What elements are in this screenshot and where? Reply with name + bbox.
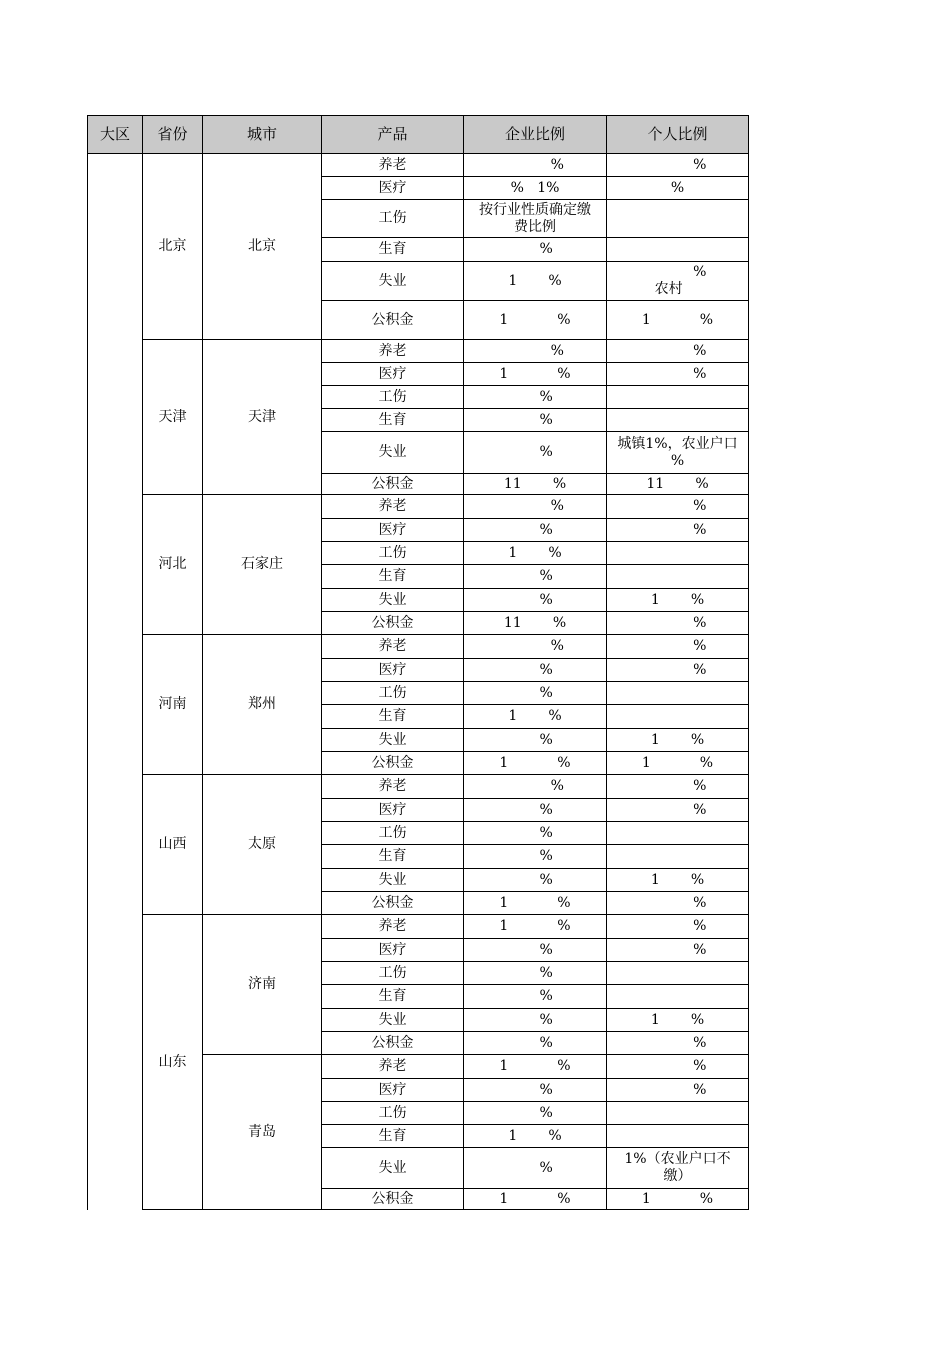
company-ratio-cell-text: %	[517, 731, 553, 748]
company-ratio-cell-text: 11 %	[503, 614, 567, 631]
personal-ratio-cell	[607, 238, 749, 262]
personal-ratio-cell	[607, 752, 749, 775]
company-ratio-cell	[464, 495, 607, 519]
product-cell-text: 公积金	[371, 1190, 414, 1207]
company-ratio-cell	[464, 200, 607, 238]
personal-ratio-cell-text: %	[648, 1058, 707, 1074]
company-ratio-cell-text: %	[517, 661, 553, 678]
product-cell-text: 失业	[378, 1159, 407, 1176]
product-cell	[322, 775, 464, 799]
product-cell-text: 养老	[378, 778, 407, 794]
city-cell: 北京	[203, 154, 322, 340]
product-cell-text: 生育	[378, 241, 407, 257]
personal-ratio-cell	[607, 1189, 749, 1210]
product-cell-text: 养老	[378, 918, 407, 934]
company-ratio-cell	[464, 565, 607, 589]
insurance-rate-table	[87, 115, 749, 1210]
product-cell	[322, 962, 464, 985]
city-cell: 石家庄	[203, 495, 322, 635]
table-row	[88, 635, 749, 659]
company-ratio-cell	[464, 1148, 607, 1189]
product-cell	[322, 238, 464, 262]
personal-ratio-cell	[607, 729, 749, 752]
personal-ratio-cell	[607, 432, 749, 474]
personal-ratio-cell-text: %	[648, 521, 707, 538]
product-cell	[322, 985, 464, 1009]
product-cell	[322, 432, 464, 474]
product-cell	[322, 915, 464, 939]
company-ratio-cell	[464, 752, 607, 775]
personal-ratio-cell	[607, 519, 749, 542]
company-ratio-cell-text: 1 %	[508, 544, 562, 561]
personal-ratio-cell	[607, 542, 749, 565]
personal-ratio-cell-text: %	[648, 778, 707, 794]
company-ratio-cell-text: 1 %	[499, 918, 571, 934]
header-row	[88, 116, 749, 154]
personal-ratio-cell-text: %	[648, 941, 707, 958]
product-cell	[322, 200, 464, 238]
personal-ratio-cell	[607, 682, 749, 705]
table-row	[88, 495, 749, 519]
personal-ratio-cell	[607, 1055, 749, 1079]
header-region: 大区	[88, 116, 143, 154]
personal-ratio-cell-text: 1 %	[650, 731, 705, 748]
city-cell: 太原	[203, 775, 322, 915]
company-ratio-cell	[464, 432, 607, 474]
product-cell	[322, 363, 464, 386]
company-ratio-cell	[464, 1189, 607, 1210]
company-ratio-cell-text: %	[517, 1011, 553, 1028]
product-cell	[322, 1102, 464, 1125]
company-ratio-cell	[464, 262, 607, 301]
product-cell	[322, 729, 464, 752]
personal-ratio-cell	[607, 1148, 749, 1189]
company-ratio-cell	[464, 1009, 607, 1032]
product-cell	[322, 1079, 464, 1102]
table-row	[88, 915, 749, 939]
product-cell	[322, 1148, 464, 1189]
header-city: 城市	[203, 116, 322, 154]
personal-ratio-cell-text: 1 %	[650, 591, 705, 608]
company-ratio-cell	[464, 340, 607, 363]
product-cell-text: 公积金	[371, 311, 414, 328]
company-ratio-cell	[464, 409, 607, 432]
personal-ratio-cell-text: %	[648, 801, 707, 818]
product-cell-text: 医疗	[378, 1081, 407, 1098]
company-ratio-cell-text: %	[517, 568, 553, 584]
company-ratio-cell-text: 1 %	[499, 1058, 571, 1074]
company-ratio-cell	[464, 915, 607, 939]
company-ratio-cell-text: %	[517, 444, 553, 460]
personal-ratio-cell	[607, 659, 749, 682]
product-cell	[322, 845, 464, 869]
table-row	[88, 154, 749, 177]
personal-ratio-cell	[607, 635, 749, 659]
company-ratio-cell-text: %	[517, 388, 553, 405]
personal-ratio-cell-text: 1%（农业户口不 缴）	[624, 1151, 731, 1184]
product-cell-text: 公积金	[371, 475, 414, 492]
personal-ratio-cell-text: %	[648, 918, 707, 934]
product-cell	[322, 495, 464, 519]
company-ratio-cell-text: 按行业性质确定缴 费比例	[479, 201, 591, 235]
personal-ratio-cell-text: %	[648, 1034, 707, 1051]
product-cell-text: 养老	[378, 1058, 407, 1074]
company-ratio-cell-text: 1 %	[499, 1190, 571, 1207]
company-ratio-cell	[464, 682, 607, 705]
personal-ratio-cell	[607, 386, 749, 409]
company-ratio-cell-text: %	[517, 1159, 553, 1176]
product-cell-text: 公积金	[371, 614, 414, 631]
personal-ratio-cell-text: %	[648, 342, 707, 359]
company-ratio-cell-text: %	[517, 411, 553, 428]
product-cell	[322, 154, 464, 177]
company-ratio-cell-text: 1 %	[499, 754, 571, 771]
product-cell	[322, 869, 464, 892]
company-ratio-cell	[464, 363, 607, 386]
company-ratio-cell-text: 1 %	[508, 1127, 562, 1144]
personal-ratio-cell	[607, 200, 749, 238]
company-ratio-cell-text: %	[506, 498, 564, 514]
product-cell-text: 医疗	[378, 365, 407, 382]
personal-ratio-cell-text: %	[648, 661, 707, 678]
personal-ratio-cell-text: %	[648, 614, 707, 631]
product-cell-text: 医疗	[378, 801, 407, 818]
personal-ratio-cell	[607, 301, 749, 340]
company-ratio-cell	[464, 892, 607, 915]
company-ratio-cell	[464, 635, 607, 659]
personal-ratio-cell	[607, 495, 749, 519]
personal-ratio-cell	[607, 474, 749, 495]
product-cell-text: 失业	[378, 871, 407, 888]
company-ratio-cell-text: %	[517, 871, 553, 888]
product-cell	[322, 1125, 464, 1148]
company-ratio-cell-text: %	[517, 848, 553, 864]
product-cell	[322, 340, 464, 363]
product-cell-text: 工伤	[378, 964, 407, 981]
company-ratio-cell-text: 1 %	[499, 894, 571, 911]
personal-ratio-cell-text: %	[648, 1081, 707, 1098]
personal-ratio-cell	[607, 565, 749, 589]
personal-ratio-cell-text: 1 %	[641, 754, 714, 771]
province-cell: 山东	[143, 915, 203, 1210]
personal-ratio-cell-text: %	[648, 498, 707, 514]
product-cell	[322, 659, 464, 682]
company-ratio-cell-text: 1 %	[499, 311, 571, 328]
personal-ratio-cell	[607, 799, 749, 822]
company-ratio-cell-text: %	[517, 1034, 553, 1051]
product-cell	[322, 822, 464, 845]
table-row	[88, 340, 749, 363]
product-cell	[322, 474, 464, 495]
personal-ratio-cell	[607, 915, 749, 939]
product-cell-text: 失业	[378, 731, 407, 748]
company-ratio-cell	[464, 386, 607, 409]
product-cell	[322, 301, 464, 340]
product-cell-text: 工伤	[378, 544, 407, 561]
product-cell-text: 养老	[378, 156, 407, 173]
product-cell	[322, 705, 464, 729]
company-ratio-cell-text: 1 %	[508, 272, 562, 289]
product-cell-text: 工伤	[378, 684, 407, 701]
province-cell: 河北	[143, 495, 203, 635]
personal-ratio-cell-text: 1 %	[650, 1011, 705, 1028]
company-ratio-cell	[464, 154, 607, 177]
city-cell: 青岛	[203, 1055, 322, 1210]
personal-ratio-cell	[607, 363, 749, 386]
company-ratio-cell-text: 11 %	[503, 475, 567, 492]
table-row	[88, 775, 749, 799]
product-cell-text: 生育	[378, 708, 407, 724]
personal-ratio-cell	[607, 705, 749, 729]
company-ratio-cell-text: %	[506, 778, 564, 794]
product-cell	[322, 262, 464, 301]
product-cell-text: 生育	[378, 1127, 407, 1144]
personal-ratio-cell	[607, 1009, 749, 1032]
product-cell-text: 养老	[378, 638, 407, 654]
product-cell	[322, 939, 464, 962]
product-cell	[322, 1009, 464, 1032]
personal-ratio-cell-text: % 农村	[654, 264, 707, 297]
personal-ratio-cell	[607, 1102, 749, 1125]
personal-ratio-cell	[607, 962, 749, 985]
product-cell-text: 失业	[378, 1011, 407, 1028]
personal-ratio-cell	[607, 892, 749, 915]
product-cell-text: 医疗	[378, 661, 407, 678]
product-cell	[322, 409, 464, 432]
company-ratio-cell	[464, 474, 607, 495]
city-cell: 郑州	[203, 635, 322, 775]
company-ratio-cell	[464, 589, 607, 612]
company-ratio-cell-text: %	[517, 521, 553, 538]
company-ratio-cell	[464, 775, 607, 799]
personal-ratio-cell	[607, 1079, 749, 1102]
company-ratio-cell-text: %	[506, 342, 564, 359]
product-cell-text: 失业	[378, 272, 407, 289]
product-cell	[322, 892, 464, 915]
province-cell: 山西	[143, 775, 203, 915]
personal-ratio-cell	[607, 409, 749, 432]
product-cell-text: 生育	[378, 411, 407, 428]
city-cell: 天津	[203, 340, 322, 495]
personal-ratio-cell	[607, 939, 749, 962]
header-company-ratio: 企业比例	[464, 116, 607, 154]
company-ratio-cell-text: %	[517, 241, 553, 257]
product-cell	[322, 1032, 464, 1055]
company-ratio-cell	[464, 962, 607, 985]
company-ratio-cell	[464, 301, 607, 340]
company-ratio-cell	[464, 799, 607, 822]
product-cell	[322, 682, 464, 705]
company-ratio-cell	[464, 177, 607, 200]
company-ratio-cell	[464, 845, 607, 869]
province-cell: 河南	[143, 635, 203, 775]
product-cell-text: 工伤	[378, 210, 407, 226]
company-ratio-cell-text: %	[517, 824, 553, 841]
company-ratio-cell	[464, 542, 607, 565]
company-ratio-cell-text: 1 %	[499, 365, 571, 382]
company-ratio-cell-text: %	[517, 941, 553, 958]
personal-ratio-cell	[607, 845, 749, 869]
product-cell	[322, 612, 464, 635]
company-ratio-cell	[464, 238, 607, 262]
product-cell-text: 养老	[378, 342, 407, 359]
company-ratio-cell	[464, 519, 607, 542]
product-cell-text: 养老	[378, 498, 407, 514]
product-cell-text: 失业	[378, 444, 407, 460]
product-cell	[322, 589, 464, 612]
company-ratio-cell	[464, 939, 607, 962]
company-ratio-cell-text: %	[517, 684, 553, 701]
company-ratio-cell	[464, 612, 607, 635]
company-ratio-cell-text: %	[517, 591, 553, 608]
company-ratio-cell-text: %	[506, 638, 564, 654]
company-ratio-cell-text: 1 %	[508, 708, 562, 724]
personal-ratio-cell	[607, 340, 749, 363]
company-ratio-cell	[464, 1125, 607, 1148]
personal-ratio-cell-text: %	[670, 179, 685, 196]
product-cell	[322, 635, 464, 659]
company-ratio-cell-text: %	[517, 1081, 553, 1098]
region-cell	[88, 154, 143, 1210]
product-cell-text: 公积金	[371, 1034, 414, 1051]
personal-ratio-cell	[607, 1125, 749, 1148]
personal-ratio-cell-text: %	[648, 156, 707, 173]
product-cell-text: 生育	[378, 848, 407, 864]
product-cell	[322, 519, 464, 542]
company-ratio-cell-text: %	[517, 801, 553, 818]
product-cell-text: 医疗	[378, 941, 407, 958]
product-cell-text: 医疗	[378, 179, 407, 196]
company-ratio-cell	[464, 1102, 607, 1125]
header-province: 省份	[143, 116, 203, 154]
personal-ratio-cell-text: 1 %	[641, 1190, 714, 1207]
personal-ratio-cell-text: %	[648, 365, 707, 382]
personal-ratio-cell-text: 1 %	[650, 871, 705, 888]
city-cell: 济南	[203, 915, 322, 1055]
personal-ratio-cell	[607, 262, 749, 301]
product-cell-text: 医疗	[378, 521, 407, 538]
personal-ratio-cell	[607, 822, 749, 845]
product-cell	[322, 1189, 464, 1210]
product-cell	[322, 177, 464, 200]
personal-ratio-cell-text: %	[648, 638, 707, 654]
company-ratio-cell	[464, 729, 607, 752]
personal-ratio-cell-text: %	[648, 894, 707, 911]
company-ratio-cell	[464, 705, 607, 729]
company-ratio-cell-text: %	[517, 988, 553, 1004]
company-ratio-cell	[464, 822, 607, 845]
personal-ratio-cell-text: 1 %	[641, 311, 714, 328]
personal-ratio-cell	[607, 154, 749, 177]
company-ratio-cell-text: % 1%	[510, 179, 560, 196]
product-cell-text: 生育	[378, 988, 407, 1004]
company-ratio-cell-text: %	[517, 964, 553, 981]
product-cell	[322, 542, 464, 565]
product-cell	[322, 565, 464, 589]
personal-ratio-cell-text: 11 %	[646, 475, 709, 492]
personal-ratio-cell	[607, 177, 749, 200]
personal-ratio-cell-text: 城镇1%，农业户口 %	[617, 435, 738, 469]
product-cell	[322, 1055, 464, 1079]
product-cell-text: 工伤	[378, 824, 407, 841]
product-cell-text: 失业	[378, 591, 407, 608]
company-ratio-cell-text: %	[506, 156, 564, 173]
personal-ratio-cell	[607, 589, 749, 612]
company-ratio-cell	[464, 1055, 607, 1079]
province-cell: 北京	[143, 154, 203, 340]
product-cell-text: 工伤	[378, 1104, 407, 1121]
product-cell-text: 工伤	[378, 388, 407, 405]
company-ratio-cell	[464, 869, 607, 892]
personal-ratio-cell	[607, 985, 749, 1009]
company-ratio-cell	[464, 659, 607, 682]
header-product: 产品	[322, 116, 464, 154]
product-cell-text: 生育	[378, 568, 407, 584]
company-ratio-cell	[464, 985, 607, 1009]
product-cell	[322, 799, 464, 822]
company-ratio-cell-text: %	[517, 1104, 553, 1121]
product-cell	[322, 752, 464, 775]
personal-ratio-cell	[607, 1032, 749, 1055]
company-ratio-cell	[464, 1032, 607, 1055]
product-cell-text: 公积金	[371, 754, 414, 771]
header-personal-ratio: 个人比例	[607, 116, 749, 154]
personal-ratio-cell	[607, 612, 749, 635]
province-cell: 天津	[143, 340, 203, 495]
personal-ratio-cell	[607, 869, 749, 892]
company-ratio-cell	[464, 1079, 607, 1102]
personal-ratio-cell	[607, 775, 749, 799]
product-cell	[322, 386, 464, 409]
product-cell-text: 公积金	[371, 894, 414, 911]
